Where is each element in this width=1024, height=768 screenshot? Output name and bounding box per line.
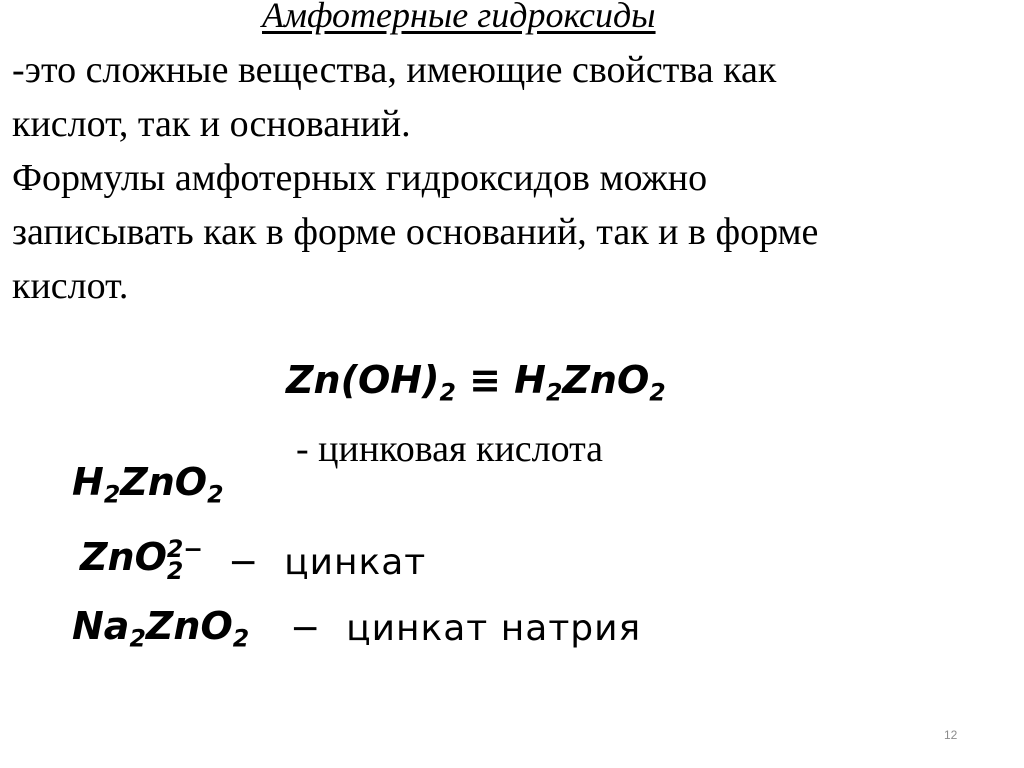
formulas-note-paragraph bbox=[12, 151, 1012, 313]
zinc-hydroxide-formula: $Zn(OH)_2$ bbox=[286, 358, 456, 407]
zincate-ion-charge: 2− 2 bbox=[166, 534, 204, 585]
definition-line-2: кислот, так и оснований. bbox=[12, 103, 411, 145]
zincic-acid-description: - цинковая кислота bbox=[296, 428, 604, 470]
formulas-note-line-2: записывать как в форме оснований, так и в форме bbox=[12, 211, 819, 253]
sodium-zincate-formula: $Na_2ZnO_2$ bbox=[72, 604, 250, 653]
page-number: 12 bbox=[944, 728, 958, 742]
slide-title: Амфотерные гидроксиды bbox=[262, 0, 656, 35]
zincate-ion-description: − цинкат bbox=[228, 542, 427, 583]
zincate-ion-formula: ZnO 2− 2 bbox=[80, 534, 204, 585]
sodium-zincate-description: − цинкат натрия bbox=[290, 608, 642, 649]
definition-paragraph bbox=[12, 43, 1012, 151]
equivalence-equation bbox=[286, 358, 666, 407]
zincic-acid-formula-equation: $H_2ZnO_2$ bbox=[514, 358, 666, 407]
formulas-note-line-3: кислот. bbox=[12, 265, 129, 307]
equivalence-sign: ≡ bbox=[469, 358, 501, 402]
zincic-acid-formula: $H_2ZnO_2$ bbox=[72, 460, 224, 509]
definition-line-1: -это сложные вещества, имеющие свойства как bbox=[12, 49, 777, 91]
formulas-note-line-1: Формулы амфотерных гидроксидов можно bbox=[12, 157, 708, 199]
